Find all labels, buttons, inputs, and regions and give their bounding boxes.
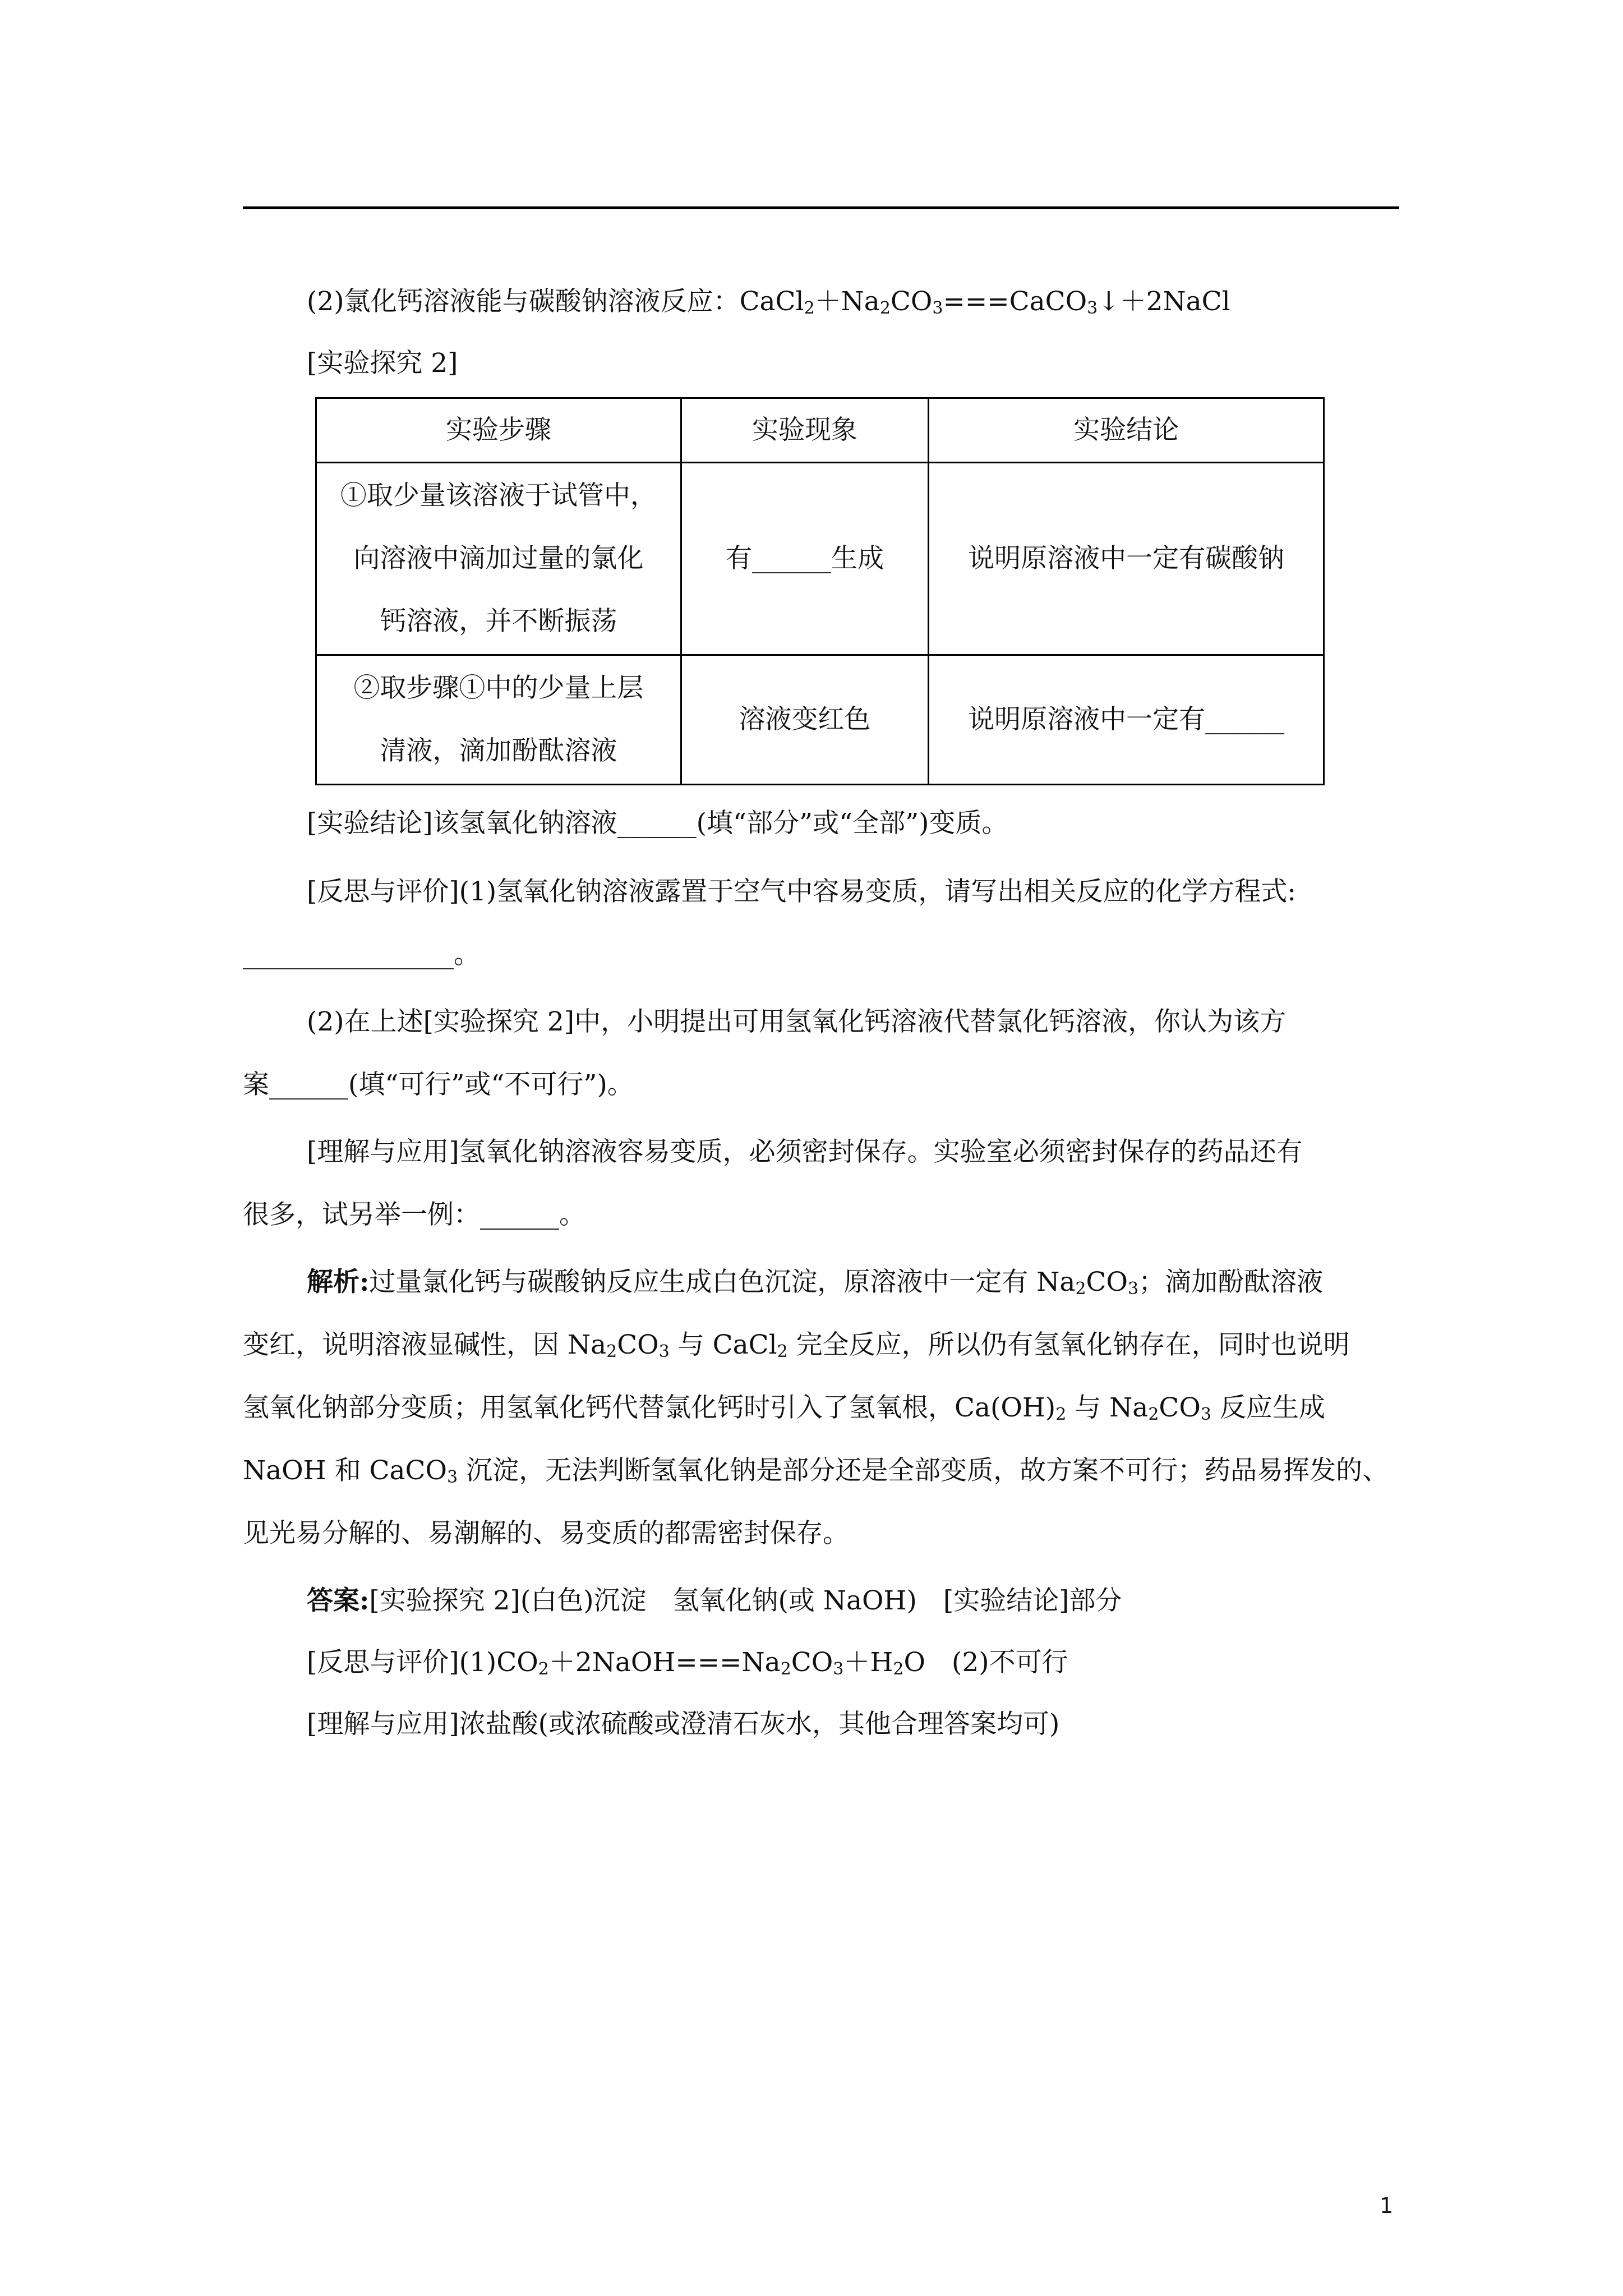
analysis-line bbox=[243, 1328, 1350, 1362]
conclusion-cell: 说明原溶液中一定有______ bbox=[929, 655, 1324, 785]
analysis-line bbox=[243, 1391, 1325, 1425]
equation-part: ＋Na bbox=[814, 286, 880, 317]
answer-text: ＋2NaOH===Na bbox=[548, 1647, 781, 1678]
subscript: 2 bbox=[538, 1659, 549, 1679]
experiment-table bbox=[315, 397, 1325, 785]
subscript: 2 bbox=[780, 1659, 791, 1679]
experiment-label: [实验探究 2] bbox=[307, 348, 458, 379]
header-steps: 实验步骤 bbox=[316, 398, 681, 463]
subscript: 3 bbox=[658, 1342, 670, 1361]
analysis-label: 解析: bbox=[307, 1267, 370, 1297]
subscript: 2 bbox=[804, 298, 815, 318]
analysis-text: ；滴加酚酞溶液 bbox=[1138, 1267, 1324, 1297]
phenomenon-cell: 有______生成 bbox=[681, 463, 928, 655]
page-number: 1 bbox=[1380, 2193, 1394, 2218]
reflect-line: [反思与评价](1)氢氧化钠溶液露置于空气中容易变质，请写出相关反应的化学方程式: bbox=[307, 876, 1297, 907]
analysis-text: CO bbox=[1086, 1267, 1128, 1297]
subscript: 2 bbox=[606, 1342, 617, 1361]
step-line: ②取步骤①中的少量上层 bbox=[353, 673, 644, 703]
analysis-text: NaOH 和 CaCO bbox=[243, 1455, 448, 1486]
answer-label: 答案: bbox=[307, 1585, 370, 1616]
subscript: 3 bbox=[447, 1467, 458, 1487]
conclusion-cell: 说明原溶液中一定有碳酸钠 bbox=[929, 463, 1324, 655]
analysis-text: 反应生成 bbox=[1211, 1392, 1325, 1423]
equation-suffix: ↓＋2NaCl bbox=[1098, 286, 1230, 317]
analysis-text: 氢氧化钠部分变质；用氢氧化钙代替氯化钙时引入了氢氧根，Ca(OH) bbox=[243, 1392, 1056, 1423]
analysis-text: 与 Na bbox=[1066, 1392, 1149, 1423]
equation-part: CO bbox=[890, 286, 933, 317]
subscript: 3 bbox=[932, 298, 943, 318]
subscript: 2 bbox=[893, 1659, 904, 1679]
phenomenon-cell: 溶液变红色 bbox=[681, 655, 928, 785]
answer-text: O (2)不可行 bbox=[903, 1647, 1068, 1678]
step-cell bbox=[316, 463, 681, 655]
answer-text: CO bbox=[791, 1647, 833, 1678]
step-line: 清液，滴加酚酞溶液 bbox=[380, 735, 617, 766]
analysis-text: CO bbox=[617, 1329, 659, 1360]
table-row bbox=[316, 463, 1324, 655]
step-line: ①取少量该溶液于试管中， bbox=[340, 480, 657, 511]
analysis-line bbox=[307, 1266, 1323, 1299]
table-header-row bbox=[316, 398, 1324, 463]
analysis-line: 见光易分解的、易潮解的、易变质的都需密封保存。 bbox=[243, 1518, 849, 1549]
conclusion-line: [实验结论]该氢氧化钠溶液______(填“部分”或“全部”)变质。 bbox=[307, 808, 1008, 839]
analysis-line bbox=[243, 1454, 1389, 1488]
equation-part: ===CaCO bbox=[943, 286, 1087, 317]
answer-line bbox=[307, 1584, 1122, 1618]
answer-text: [实验探究 2](白色)沉淀 氢氧化钠(或 NaOH) [实验结论]部分 bbox=[369, 1585, 1122, 1616]
header-phenomenon: 实验现象 bbox=[681, 398, 928, 463]
subscript: 3 bbox=[1200, 1405, 1211, 1424]
analysis-text: 变红，说明溶液显碱性，因 Na bbox=[243, 1329, 607, 1360]
reflect2-line-cont: 案______(填“可行”或“不可行”)。 bbox=[243, 1069, 634, 1100]
step-cell bbox=[316, 655, 681, 785]
subscript: 2 bbox=[1055, 1405, 1067, 1424]
apply-line: [理解与应用]氢氧化钠溶液容易变质，必须密封保存。实验室必须密封保存的药品还有 bbox=[307, 1137, 1303, 1167]
reflect2-line: (2)在上述[实验探究 2]中，小明提出可用氢氧化钙溶液代替氯化钙溶液，你认为该方 bbox=[307, 1006, 1287, 1037]
step-line: 钙溶液，并不断振荡 bbox=[380, 606, 617, 637]
answer-text: ＋H bbox=[843, 1647, 893, 1678]
header-conclusion: 实验结论 bbox=[929, 398, 1324, 463]
subscript: 3 bbox=[1128, 1279, 1139, 1299]
table-row bbox=[316, 655, 1324, 785]
header-rule bbox=[243, 206, 1399, 209]
step-line: 向溶液中滴加过量的氯化 bbox=[353, 543, 644, 574]
analysis-text: 沉淀，无法判断氢氧化钠是部分还是全部变质，故方案不可行；药品易挥发的、 bbox=[458, 1455, 1389, 1486]
reaction-equation-line bbox=[307, 285, 1230, 319]
analysis-text: 完全反应，所以仍有氢氧化钠存在，同时也说明 bbox=[787, 1329, 1350, 1360]
subscript: 2 bbox=[1075, 1279, 1086, 1299]
subscript: 3 bbox=[833, 1659, 844, 1679]
answer-line bbox=[307, 1646, 1068, 1680]
answer-text: [反思与评价](1)CO bbox=[307, 1647, 538, 1678]
analysis-text: 过量氯化钙与碳酸钠反应生成白色沉淀，原溶液中一定有 Na bbox=[369, 1267, 1076, 1297]
apply-line-cont: 很多，试另举一例：______。 bbox=[243, 1199, 585, 1230]
equation-prefix: (2)氯化钙溶液能与碳酸钠溶液反应：CaCl bbox=[307, 286, 804, 317]
subscript: 2 bbox=[777, 1342, 788, 1361]
analysis-text: 与 CaCl bbox=[669, 1329, 777, 1360]
subscript: 2 bbox=[1148, 1405, 1159, 1424]
subscript: 3 bbox=[1087, 298, 1098, 318]
reflect-blank-line: ________________。 bbox=[243, 939, 480, 970]
subscript: 2 bbox=[879, 298, 891, 318]
analysis-text: CO bbox=[1159, 1392, 1201, 1423]
answer-line: [理解与应用]浓盐酸(或浓硫酸或澄清石灰水，其他合理答案均可) bbox=[307, 1709, 1060, 1740]
